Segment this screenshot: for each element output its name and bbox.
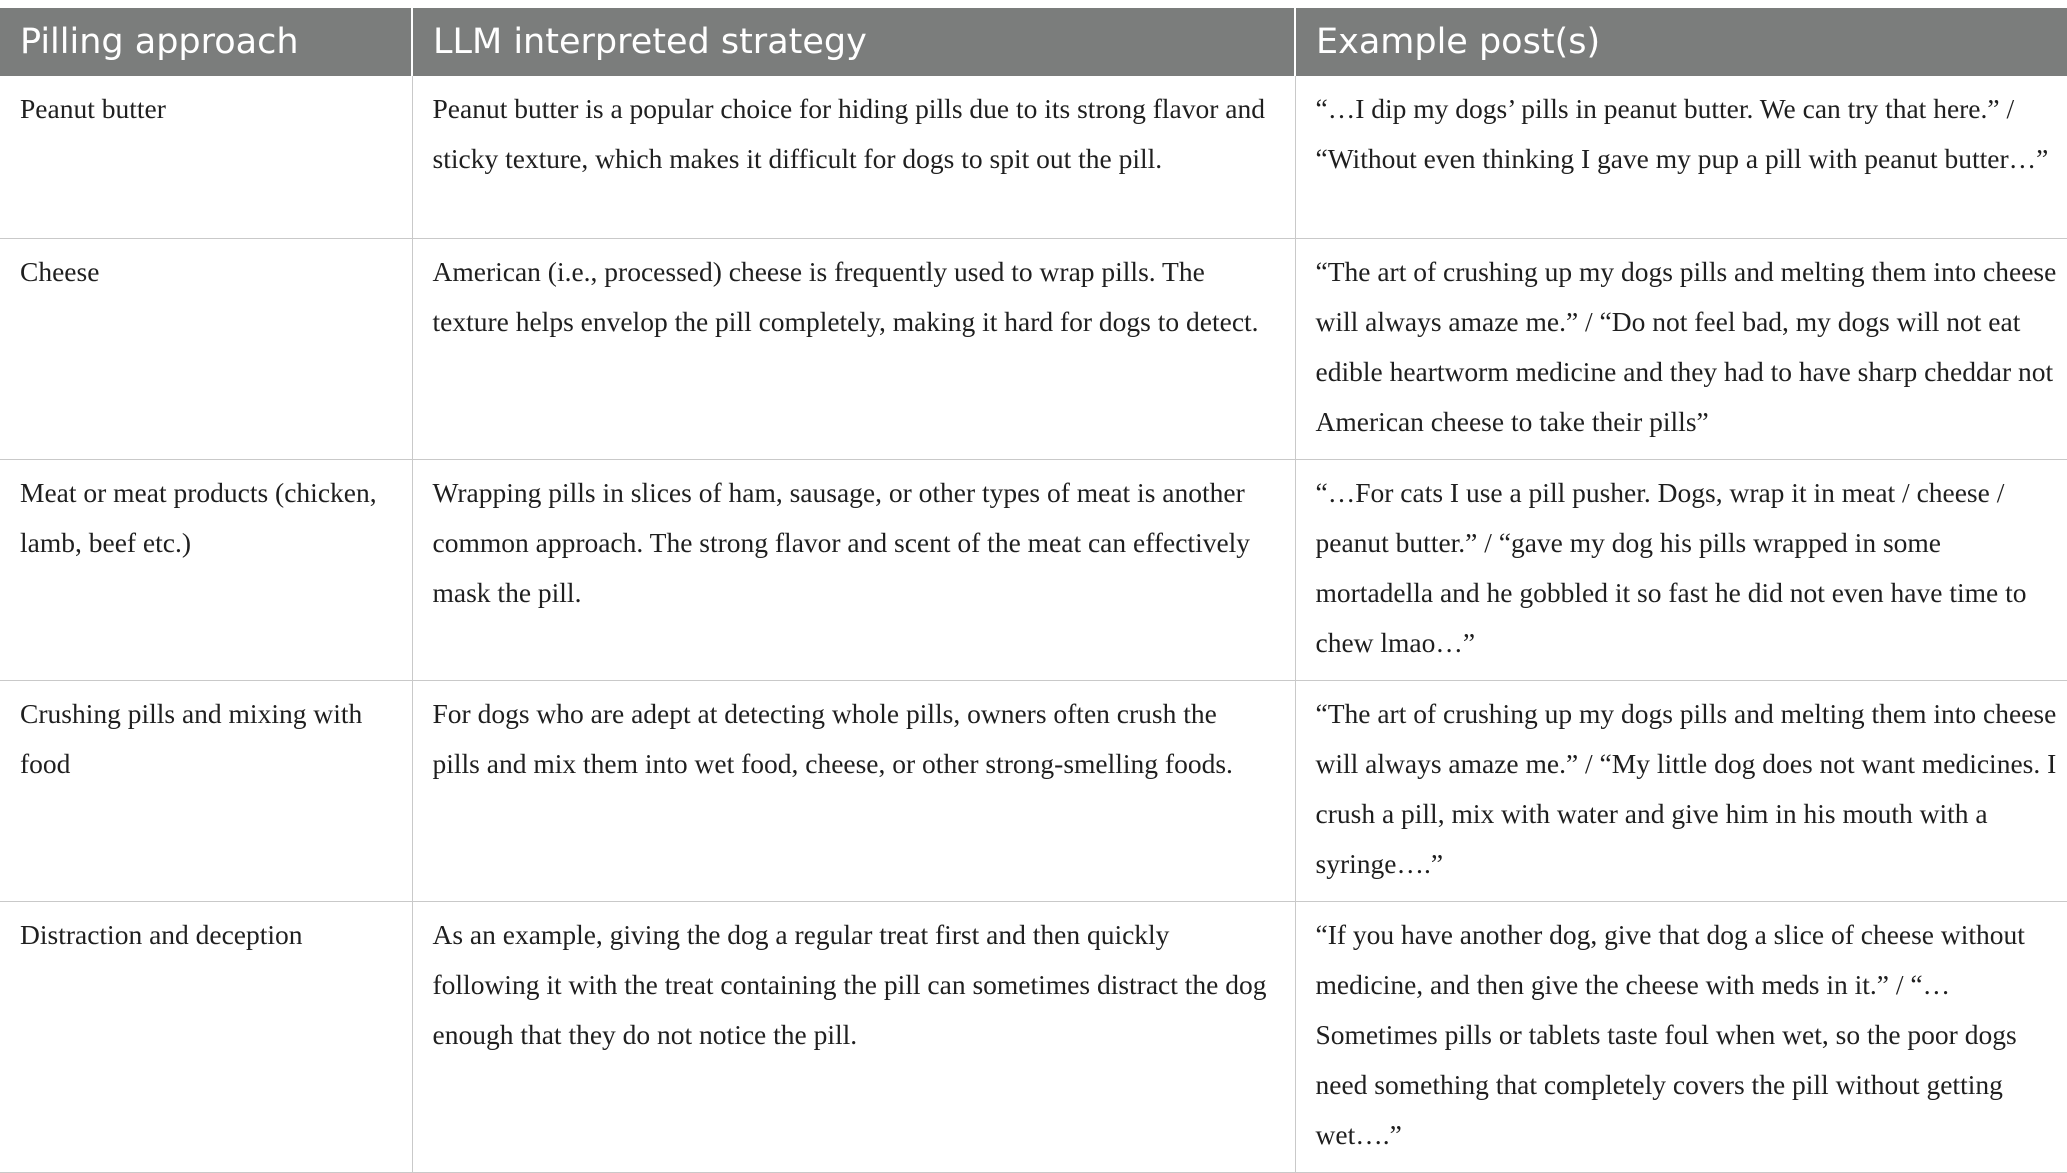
cell-strategy: As an example, giving the dog a regular treat first and then quickly following it with the treat containing the pill can sometimes distract the dog enough that they do not notice the pill. bbox=[412, 901, 1295, 1172]
cell-examples: “The art of crushing up my dogs pills and melting them into cheese will always amaze me.” / “Do not feel bad, my dogs will not eat edible heartworm medicine and they had to have sharp cheddar not American cheese to take their pills” bbox=[1295, 238, 2067, 459]
table-header bbox=[0, 8, 2067, 76]
cell-strategy: American (i.e., processed) cheese is frequently used to wrap pills. The texture helps envelop the pill completely, making it hard for dogs to detect. bbox=[412, 238, 1295, 459]
cell-examples: “…For cats I use a pill pusher. Dogs, wrap it in meat / cheese / peanut butter.” / “gave my dog his pills wrapped in some mortadella and he gobbled it so fast he did not even have time to chew lmao…” bbox=[1295, 459, 2067, 680]
header-example-posts: Example post(s) bbox=[1295, 8, 2067, 76]
header-row bbox=[0, 8, 2067, 76]
header-llm-strategy: LLM interpreted strategy bbox=[412, 8, 1295, 76]
cell-strategy: Peanut butter is a popular choice for hiding pills due to its strong flavor and sticky texture, which makes it difficult for dogs to spit out the pill. bbox=[412, 76, 1295, 238]
table-row bbox=[0, 238, 2067, 459]
cell-approach: Cheese bbox=[0, 238, 412, 459]
pilling-table-container bbox=[0, 8, 2067, 1173]
table-row bbox=[0, 76, 2067, 238]
table-row bbox=[0, 901, 2067, 1172]
cell-approach: Peanut butter bbox=[0, 76, 412, 238]
table-row bbox=[0, 680, 2067, 901]
cell-examples: “…I dip my dogs’ pills in peanut butter. We can try that here.” / “Without even thinking I gave my pup a pill with peanut butter…” bbox=[1295, 76, 2067, 238]
pilling-strategies-table bbox=[0, 8, 2067, 1173]
cell-examples: “The art of crushing up my dogs pills and melting them into cheese will always amaze me.” / “My little dog does not want medicines. I crush a pill, mix with water and give him in his mouth with a syringe….” bbox=[1295, 680, 2067, 901]
table-body bbox=[0, 76, 2067, 1172]
cell-approach: Distraction and deception bbox=[0, 901, 412, 1172]
cell-approach: Meat or meat products (chicken, lamb, beef etc.) bbox=[0, 459, 412, 680]
cell-strategy: For dogs who are adept at detecting whole pills, owners often crush the pills and mix them into wet food, cheese, or other strong-smelling foods. bbox=[412, 680, 1295, 901]
table-row bbox=[0, 459, 2067, 680]
cell-examples: “If you have another dog, give that dog a slice of cheese without medicine, and then give the cheese with meds in it.” / “…Sometimes pills or tablets taste foul when wet, so the poor dogs need something that completely covers the pill without getting wet….” bbox=[1295, 901, 2067, 1172]
cell-strategy: Wrapping pills in slices of ham, sausage, or other types of meat is another common approach. The strong flavor and scent of the meat can effectively mask the pill. bbox=[412, 459, 1295, 680]
cell-approach: Crushing pills and mixing with food bbox=[0, 680, 412, 901]
header-pilling-approach: Pilling approach bbox=[0, 8, 412, 76]
